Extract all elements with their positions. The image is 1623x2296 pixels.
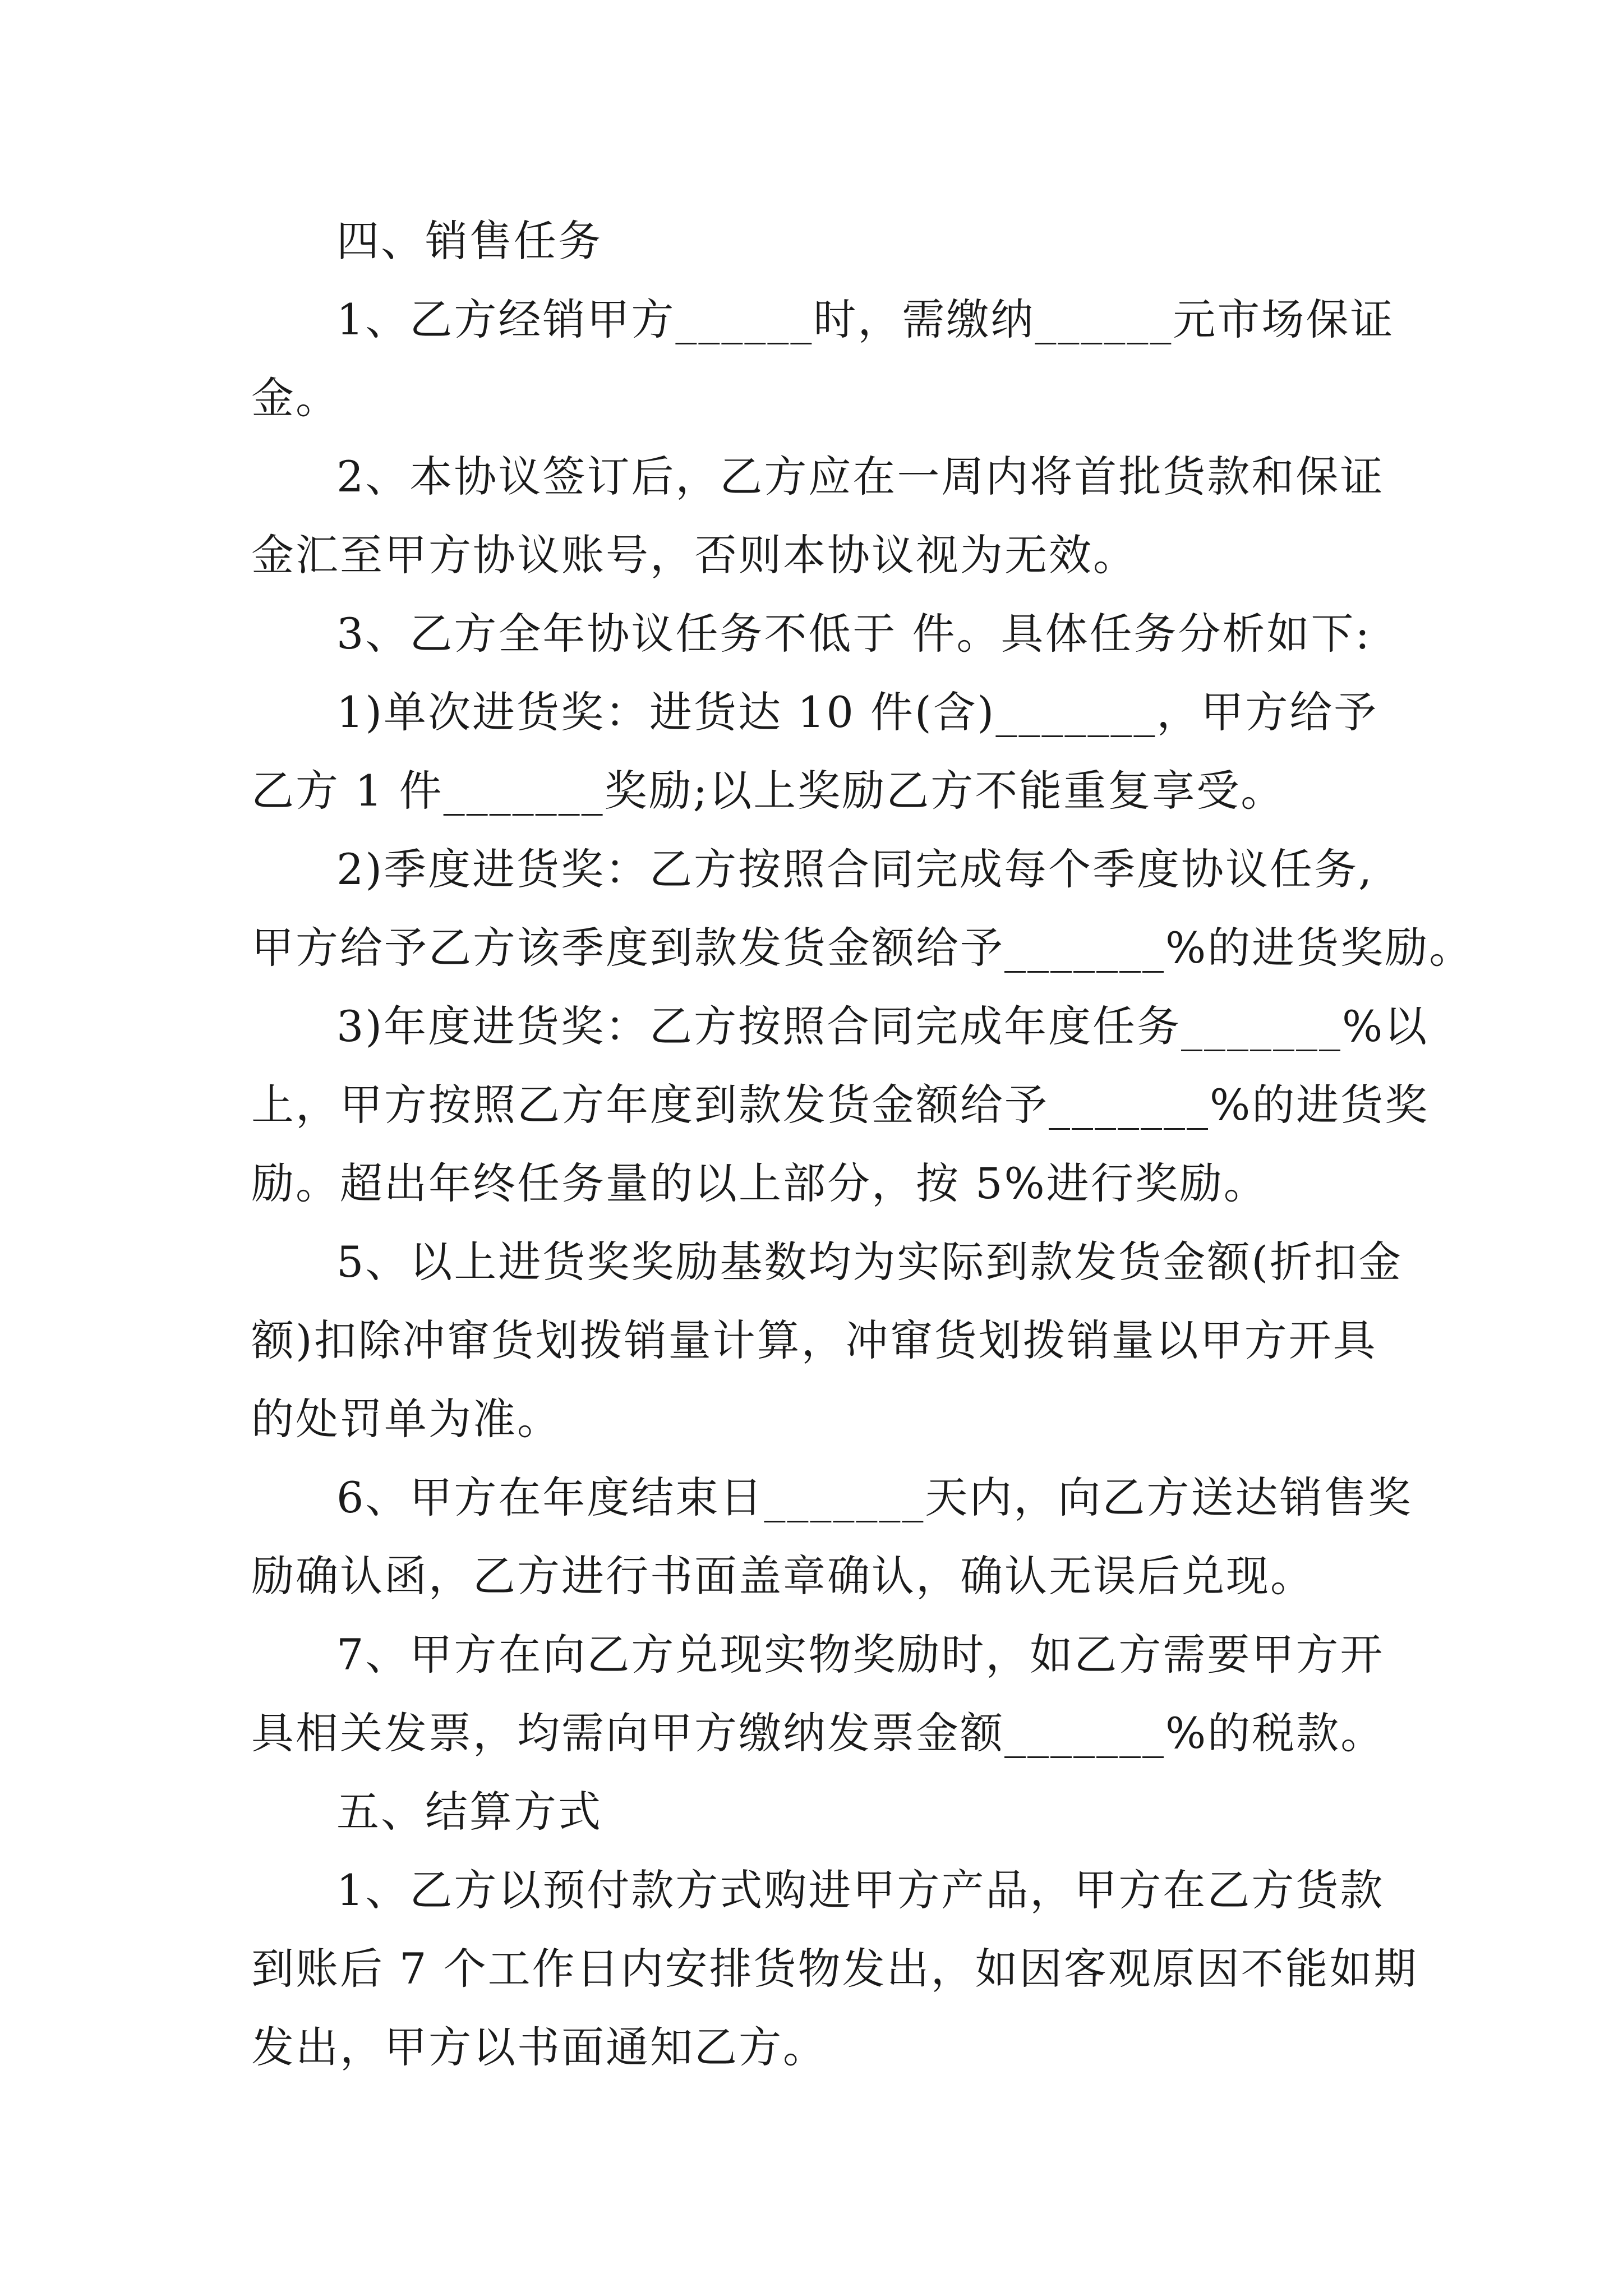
paragraph-line: 到账后 7 个工作日内安排货物发出，如因客观原因不能如期 [251, 1944, 1418, 1994]
paragraph-line: 上，甲方按照乙方年度到款发货金额给予_______%的进货奖 [251, 1080, 1430, 1130]
paragraph-line: 具相关发票，均需向甲方缴纳发票金额_______%的税款。 [251, 1708, 1385, 1758]
paragraph-line: 3、乙方全年协议任务不低于 件。具体任务分析如下: [336, 609, 1372, 659]
paragraph-line: 励确认函，乙方进行书面盖章确认，确认无误后兑现。 [251, 1551, 1315, 1601]
paragraph-line: 金。 [251, 373, 340, 423]
section-heading-sales-task: 四、销售任务 [336, 216, 602, 266]
paragraph-line: 金汇至甲方协议账号，否则本协议视为无效。 [251, 530, 1137, 580]
paragraph-line: 7、甲方在向乙方兑现实物奖励时，如乙方需要甲方开 [336, 1630, 1385, 1680]
paragraph-line: 1、乙方经销甲方______时，需缴纳______元市场保证 [336, 295, 1395, 344]
paragraph-line: 的处罚单为准。 [251, 1394, 561, 1444]
paragraph-line: 额)扣除冲窜货划拨销量计算，冲窜货划拨销量以甲方开具 [251, 1315, 1377, 1365]
paragraph-line: 3)年度进货奖：乙方按照合同完成年度任务_______%以 [336, 1001, 1429, 1051]
paragraph-line: 励。超出年终任务量的以上部分，按 5%进行奖励。 [251, 1158, 1268, 1208]
paragraph-line: 2、本协议签订后，乙方应在一周内将首批货款和保证 [336, 452, 1385, 501]
paragraph-line: 乙方 1 件_______奖励;以上奖励乙方不能重复享受。 [251, 766, 1285, 816]
paragraph-line: 6、甲方在年度结束日_______天内，向乙方送达销售奖 [336, 1473, 1413, 1522]
section-heading-settlement: 五、结算方式 [336, 1787, 602, 1837]
paragraph-line: 发出，甲方以书面通知乙方。 [251, 2022, 827, 2072]
paragraph-line: 1)单次进货奖：进货达 10 件(含)_______，甲方给予 [336, 687, 1378, 737]
paragraph-line: 2)季度进货奖：乙方按照合同完成每个季度协议任务, [336, 844, 1374, 894]
paragraph-line: 甲方给予乙方该季度到款发货金额给予_______%的进货奖励。 [251, 923, 1474, 973]
paragraph-line: 5、以上进货奖奖励基数均为实际到款发货金额(折扣金 [336, 1237, 1403, 1287]
paragraph-line: 1、乙方以预付款方式购进甲方产品，甲方在乙方货款 [336, 1865, 1385, 1915]
